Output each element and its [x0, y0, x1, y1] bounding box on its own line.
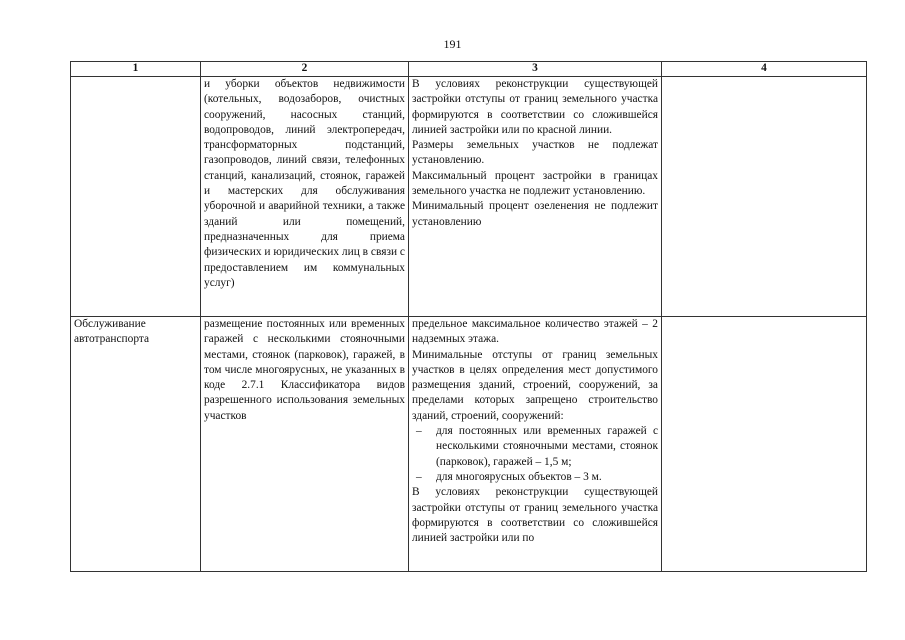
table-row — [71, 317, 867, 572]
setback-list — [412, 424, 658, 485]
use-description-cell: и уборки объектов недвижимости (котельных, водозаборов, очистных сооружений, насосных станций, водопроводов, линий электропередач, трансформаторных подстанций, газопроводов, линий связи, телефонных станций, канализаций, стоянок, гаражей и мастерских для обслуживания уборочной и аварийной техники, а также зданий или помещений, предназначенных для приема физических и юридических лиц в связи с предоставлением им коммунальных услуг) — [201, 77, 409, 317]
notes-cell — [662, 77, 867, 317]
table-header-row — [71, 62, 867, 77]
column-header-4: 4 — [662, 62, 867, 77]
column-header-2: 2 — [201, 62, 409, 77]
table-row — [71, 77, 867, 317]
list-item: – для многоярусных объектов – 3 м. — [416, 470, 602, 483]
list-item: – для постоянных или временных гаражей с несколькими стояночными местами, стоянок (парковок), гаражей – 1,5 м; — [416, 425, 658, 468]
parameters-cell — [409, 77, 662, 317]
parameters-cell — [409, 317, 662, 572]
notes-cell — [662, 317, 867, 572]
page-number: 191 — [443, 37, 462, 51]
use-type-cell: Обслуживание автотранспорта — [71, 317, 201, 572]
use-description-cell: размещение постоянных или временных гаражей с несколькими стояночными местами, стоянок (парковок), гаражей, в том числе многоярусных, не указанных в коде 2.7.1 Классификатора видов разрешенного использования земельных участков — [201, 317, 409, 572]
paragraph: Минимальный процент озеленения не подлежит установлению — [412, 200, 658, 228]
paragraph: Минимальные отступы от границ земельных участков в целях определения мест допустимого размещения зданий, строений, сооружений, за пределами которых запрещено строительство зданий, строений, сооружений: — [412, 348, 658, 422]
paragraph: предельное максимальное количество этажей – 2 надземных этажа. — [412, 318, 658, 346]
zoning-table — [70, 61, 867, 572]
paragraph: Размеры земельных участков не подлежат установлению. — [412, 139, 658, 167]
paragraph: В условиях реконструкции существующей застройки отступы от границ земельного участка формируются в соответствии со сложившейся линией застройки или по — [412, 486, 658, 545]
paragraph: В условиях реконструкции существующей застройки отступы от границ земельного участка формируются в соответствии со сложившейся линией застройки или по красной линии. — [412, 78, 658, 136]
column-header-3: 3 — [409, 62, 662, 77]
column-header-1: 1 — [71, 62, 201, 77]
use-type-cell — [71, 77, 201, 317]
paragraph: Максимальный процент застройки в границах земельного участка не подлежит установлению. — [412, 169, 658, 198]
